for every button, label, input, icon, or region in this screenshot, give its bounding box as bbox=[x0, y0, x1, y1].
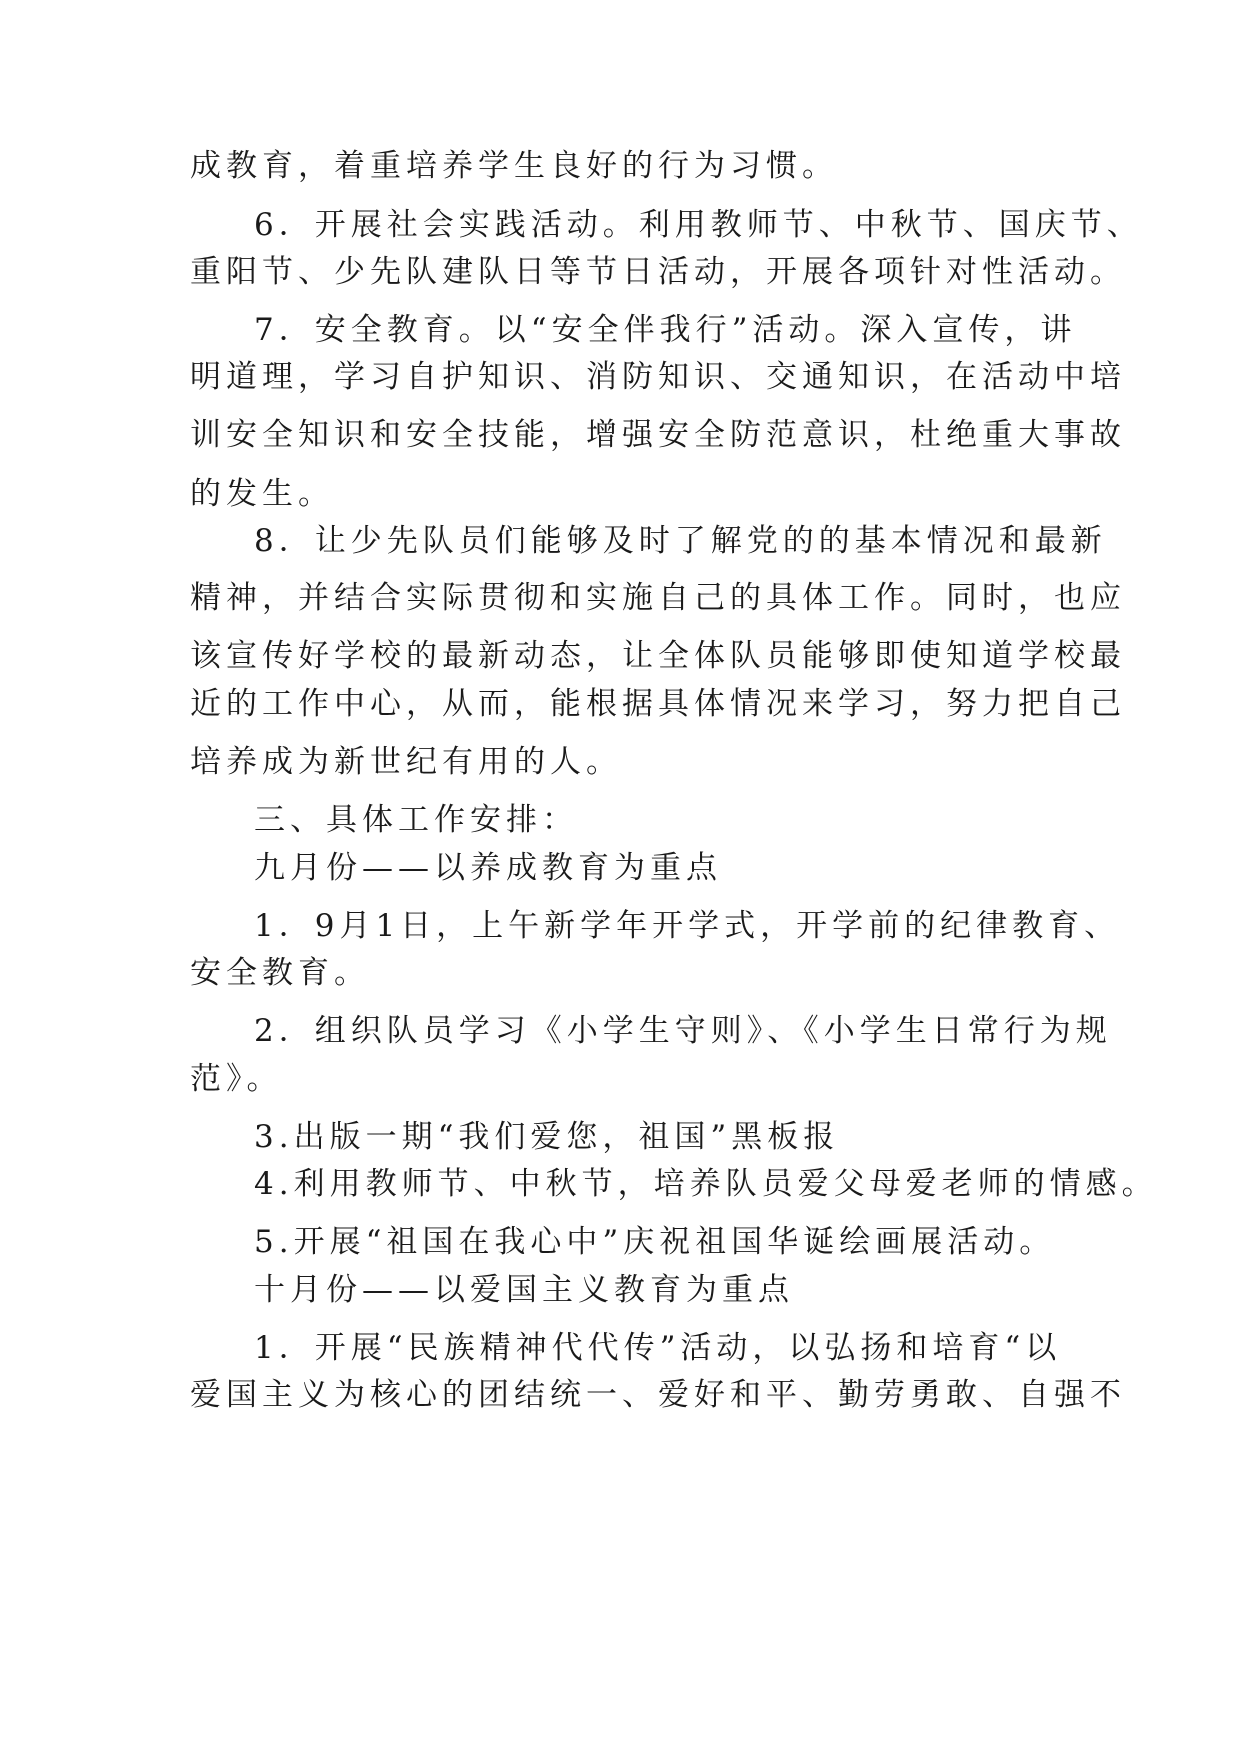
month-heading: 十月份——以爱国主义教育为重点 bbox=[254, 1272, 794, 1308]
paragraph-line: 精神，并结合实际贯彻和实施自己的具体工作。同时，也应 bbox=[190, 580, 1126, 616]
paragraph-line: 明道理，学习自护知识、消防知识、交通知识，在活动中培 bbox=[190, 359, 1126, 395]
paragraph-line: 2．组织队员学习《小学生守则》、《小学生日常行为规 bbox=[254, 1013, 1112, 1049]
month-heading: 九月份——以养成教育为重点 bbox=[254, 850, 722, 886]
paragraph-line: 1．9月1日，上午新学年开学式，开学前的纪律教育、 bbox=[254, 908, 1121, 944]
paragraph-line: 4.利用教师节、中秋节，培养队员爱父母爱老师的情感。 bbox=[254, 1166, 1158, 1202]
paragraph-line: 爱国主义为核心的团结统一、爱好和平、勤劳勇敢、自强不 bbox=[190, 1377, 1126, 1413]
paragraph-line: 7．安全教育。以“安全伴我行”活动。深入宣传，讲 bbox=[254, 312, 1077, 348]
paragraph-line: 3.出版一期“我们爱您，祖国”黑板报 bbox=[254, 1119, 840, 1155]
paragraph-line: 近的工作中心，从而，能根据具体情况来学习，努力把自己 bbox=[190, 686, 1126, 722]
paragraph-line: 6．开展社会实践活动。利用教师节、中秋节、国庆节、 bbox=[254, 207, 1143, 243]
paragraph-line: 培养成为新世纪有用的人。 bbox=[190, 744, 622, 780]
paragraph-line: 安全教育。 bbox=[190, 955, 370, 991]
paragraph-line: 成教育，着重培养学生良好的行为习惯。 bbox=[190, 148, 838, 184]
paragraph-line: 重阳节、少先队建队日等节日活动，开展各项针对性活动。 bbox=[190, 254, 1126, 290]
paragraph-line: 的发生。 bbox=[190, 476, 334, 512]
section-heading: 三、具体工作安排： bbox=[254, 802, 578, 838]
paragraph-line: 5.开展“祖国在我心中”庆祝祖国华诞绘画展活动。 bbox=[254, 1224, 1056, 1260]
paragraph-line: 范》。 bbox=[190, 1061, 283, 1097]
paragraph-line: 1．开展“民族精神代代传”活动，以弘扬和培育“以 bbox=[254, 1330, 1062, 1366]
paragraph-line: 8．让少先队员们能够及时了解党的的基本情况和最新 bbox=[254, 523, 1107, 559]
paragraph-line: 训安全知识和安全技能，增强安全防范意识，杜绝重大事故 bbox=[190, 417, 1126, 453]
paragraph-line: 该宣传好学校的最新动态，让全体队员能够即使知道学校最 bbox=[190, 638, 1126, 674]
